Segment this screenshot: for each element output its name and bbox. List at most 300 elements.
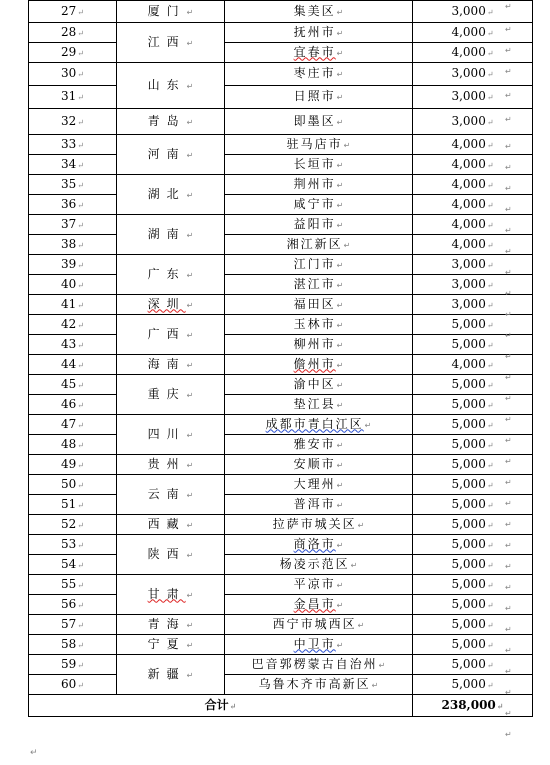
amount-cell: 4,000↵ — [413, 175, 533, 195]
city-cell: 渝中区↵ — [225, 375, 413, 395]
paragraph-mark-icon: ↵ — [486, 500, 494, 510]
table-row — [29, 495, 533, 515]
row-end-mark-icon: ↵ — [505, 205, 512, 214]
province-cell: 青海↵ — [117, 615, 225, 635]
table-row — [29, 535, 533, 555]
paragraph-mark-icon: ↵ — [77, 180, 84, 190]
paragraph-mark-icon: ↵ — [77, 28, 84, 38]
paragraph-mark-icon: ↵ — [343, 140, 351, 150]
amount-cell: 5,000↵ — [413, 375, 533, 395]
paragraph-mark-icon: ↵ — [77, 520, 84, 530]
paragraph-mark-icon: ↵ — [336, 320, 344, 330]
amount-cell: 3,000↵ — [413, 63, 533, 86]
row-end-mark-icon: ↵ — [505, 583, 512, 592]
city-cell: 江门市↵ — [225, 255, 413, 275]
paragraph-mark-icon: ↵ — [486, 70, 494, 79]
amount-cell: 4,000↵ — [413, 215, 533, 235]
row-number: 43↵ — [29, 335, 117, 355]
row-number: 57↵ — [29, 615, 117, 635]
row-number: 41↵ — [29, 295, 117, 315]
row-number: 42↵ — [29, 315, 117, 335]
paragraph-mark-icon: ↵ — [486, 360, 494, 370]
amount-cell: 3,000↵ — [413, 109, 533, 135]
amount-cell: 5,000↵ — [413, 515, 533, 535]
row-end-mark-icon: ↵ — [505, 226, 512, 235]
row-end-mark-icon: ↵ — [505, 520, 512, 529]
city-cell: 荆州市↵ — [225, 175, 413, 195]
amount-cell: 4,000↵ — [413, 195, 533, 215]
row-number: 48↵ — [29, 435, 117, 455]
paragraph-mark-icon: ↵ — [77, 300, 84, 310]
amount-cell: 3,000↵ — [413, 255, 533, 275]
amount-cell: 4,000↵ — [413, 155, 533, 175]
paragraph-mark-icon: ↵ — [486, 600, 494, 610]
paragraph-mark-icon: ↵ — [486, 28, 494, 38]
paragraph-mark-icon: ↵ — [486, 117, 494, 127]
row-number: 40↵ — [29, 275, 117, 295]
table-row — [29, 1, 533, 23]
paragraph-mark-icon: ↵ — [77, 640, 84, 650]
row-end-mark-icon: ↵ — [505, 331, 512, 340]
row-number: 37↵ — [29, 215, 117, 235]
paragraph-mark-icon: ↵ — [186, 620, 194, 630]
paragraph-mark-icon: ↵ — [186, 190, 194, 200]
paragraph-mark-icon: ↵ — [357, 620, 365, 630]
province-cell: 重庆↵ — [117, 375, 225, 415]
row-end-mark-icon: ↵ — [505, 709, 512, 718]
table-row — [29, 615, 533, 635]
city-cell: 乌鲁木齐市高新区↵ — [225, 675, 413, 695]
paragraph-mark-icon: ↵ — [486, 580, 494, 590]
city-cell: 湛江市↵ — [225, 275, 413, 295]
row-end-mark-icon: ↵ — [505, 352, 512, 361]
row-end-mark-icon: ↵ — [505, 67, 512, 76]
paragraph-mark-icon: ↵ — [336, 93, 344, 102]
table-row — [29, 235, 533, 255]
city-cell: 巴音郭楞蒙古自治州↵ — [225, 655, 413, 675]
row-number: 31↵ — [29, 86, 117, 109]
row-number: 32↵ — [29, 109, 117, 135]
row-number: 52↵ — [29, 515, 117, 535]
paragraph-mark-icon: ↵ — [486, 340, 494, 350]
paragraph-mark-icon: ↵ — [336, 440, 344, 450]
amount-cell: 5,000↵ — [413, 475, 533, 495]
city-cell: 商洛市↵ — [225, 535, 413, 555]
table-row — [29, 655, 533, 675]
paragraph-mark-icon: ↵ — [336, 180, 344, 190]
row-end-mark-icon: ↵ — [505, 394, 512, 403]
amount-cell: 5,000↵ — [413, 575, 533, 595]
province-cell: 厦门↵ — [117, 1, 225, 23]
table-row — [29, 43, 533, 63]
table-row — [29, 109, 533, 135]
amount-cell: 3,000↵ — [413, 275, 533, 295]
paragraph-mark-icon: ↵ — [186, 360, 194, 370]
paragraph-mark-icon: ↵ — [336, 580, 344, 590]
paragraph-mark-icon: ↵ — [186, 460, 194, 470]
paragraph-mark-icon: ↵ — [186, 7, 194, 17]
paragraph-mark-icon: ↵ — [77, 620, 84, 630]
row-end-mark-icon: ↵ — [505, 163, 512, 172]
province-cell: 西藏↵ — [117, 515, 225, 535]
paragraph-mark-icon: ↵ — [186, 300, 194, 310]
paragraph-mark-icon: ↵ — [77, 340, 84, 350]
row-number: 50↵ — [29, 475, 117, 495]
province-cell: 深圳↵ — [117, 295, 225, 315]
paragraph-mark-icon: ↵ — [486, 140, 494, 150]
row-end-mark-icon: ↵ — [505, 688, 512, 697]
row-number: 29↵ — [29, 43, 117, 63]
paragraph-mark-icon: ↵ — [486, 540, 494, 550]
row-number: 36↵ — [29, 195, 117, 215]
paragraph-mark-icon: ↵ — [77, 220, 84, 230]
paragraph-mark-icon: ↵ — [186, 670, 194, 680]
paragraph-mark-icon: ↵ — [77, 48, 84, 58]
paragraph-mark-icon: ↵ — [486, 520, 494, 530]
paragraph-mark-icon: ↵ — [186, 640, 194, 650]
table-row — [29, 355, 533, 375]
amount-cell: 5,000↵ — [413, 635, 533, 655]
amount-cell: 3,000↵ — [413, 1, 533, 23]
paragraph-mark-icon: ↵ — [486, 48, 494, 58]
paragraph-mark-icon: ↵ — [357, 520, 365, 530]
paragraph-mark-icon: ↵ — [486, 240, 494, 250]
table-row — [29, 255, 533, 275]
table-row — [29, 86, 533, 109]
row-end-mark-icon: ↵ — [505, 646, 512, 655]
row-end-mark-icon: ↵ — [505, 436, 512, 445]
row-number: 35↵ — [29, 175, 117, 195]
table-row — [29, 175, 533, 195]
table-row — [29, 575, 533, 595]
row-number: 54↵ — [29, 555, 117, 575]
paragraph-mark-icon: ↵ — [486, 380, 494, 390]
row-end-mark-icon: ↵ — [505, 46, 512, 55]
city-cell: 雅安市↵ — [225, 435, 413, 455]
paragraph-mark-icon: ↵ — [378, 660, 386, 670]
table-row — [29, 515, 533, 535]
table-row — [29, 63, 533, 86]
amount-cell: 5,000↵ — [413, 455, 533, 475]
amount-cell: 5,000↵ — [413, 675, 533, 695]
row-end-mark-icon: ↵ — [505, 562, 512, 571]
table-row — [29, 23, 533, 43]
paragraph-mark-icon: ↵ — [336, 540, 344, 550]
city-cell: 普洱市↵ — [225, 495, 413, 515]
amount-cell: 5,000↵ — [413, 655, 533, 675]
paragraph-mark-icon: ↵ — [336, 200, 344, 210]
paragraph-mark-icon: ↵ — [186, 550, 194, 560]
paragraph-mark-icon: ↵ — [336, 400, 344, 410]
province-cell: 青岛↵ — [117, 109, 225, 135]
paragraph-mark-icon: ↵ — [336, 117, 344, 127]
paragraph-mark-icon: ↵ — [186, 590, 194, 600]
row-end-mark-icon: ↵ — [505, 667, 512, 676]
paragraph-mark-icon: ↵ — [336, 360, 344, 370]
table-row — [29, 415, 533, 435]
amount-cell: 5,000↵ — [413, 555, 533, 575]
amount-cell: 4,000↵ — [413, 235, 533, 255]
amount-cell: 3,000↵ — [413, 295, 533, 315]
row-end-mark-icon: ↵ — [505, 457, 512, 466]
paragraph-mark-icon: ↵ — [486, 400, 494, 410]
table-row — [29, 315, 533, 335]
paragraph-mark-icon: ↵ — [486, 420, 494, 430]
paragraph-mark-icon: ↵ — [186, 430, 194, 440]
amount-cell: 4,000↵ — [413, 135, 533, 155]
row-number: 45↵ — [29, 375, 117, 395]
paragraph-mark-icon: ↵ — [486, 260, 494, 270]
table-row — [29, 155, 533, 175]
table-row — [29, 295, 533, 315]
city-cell: 集美区↵ — [225, 1, 413, 23]
row-number: 59↵ — [29, 655, 117, 675]
row-number: 60↵ — [29, 675, 117, 695]
paragraph-mark-icon: ↵ — [336, 280, 344, 290]
paragraph-mark-icon: ↵ — [186, 490, 194, 500]
paragraph-mark-icon: ↵ — [186, 38, 194, 48]
paragraph-mark-icon: ↵ — [77, 70, 84, 79]
table-row — [29, 475, 533, 495]
city-cell: 杨凌示范区↵ — [225, 555, 413, 575]
row-number: 44↵ — [29, 355, 117, 375]
paragraph-mark-icon: ↵ — [336, 220, 344, 230]
paragraph-mark-icon: ↵ — [336, 70, 344, 79]
paragraph-mark-icon: ↵ — [371, 680, 379, 690]
row-number: 34↵ — [29, 155, 117, 175]
city-cell: 宜春市↵ — [225, 43, 413, 63]
paragraph-mark-icon: ↵ — [77, 360, 84, 370]
row-number: 56↵ — [29, 595, 117, 615]
allocation-table — [28, 0, 533, 717]
amount-cell: 4,000↵ — [413, 43, 533, 63]
row-end-mark-icon: ↵ — [505, 142, 512, 151]
amount-cell: 5,000↵ — [413, 335, 533, 355]
city-cell: 咸宁市↵ — [225, 195, 413, 215]
amount-cell: 5,000↵ — [413, 435, 533, 455]
paragraph-mark-icon: ↵ — [186, 330, 194, 340]
amount-cell: 5,000↵ — [413, 395, 533, 415]
table-row — [29, 455, 533, 475]
paragraph-mark-icon: ↵ — [486, 93, 494, 102]
row-end-mark-icon: ↵ — [505, 310, 512, 319]
paragraph-mark-icon: ↵ — [336, 480, 344, 490]
paragraph-mark-icon: ↵ — [486, 440, 494, 450]
paragraph-mark-icon: ↵ — [77, 660, 84, 670]
table-row — [29, 595, 533, 615]
amount-cell: 3,000↵ — [413, 86, 533, 109]
paragraph-mark-icon: ↵ — [77, 400, 84, 410]
table-row — [29, 215, 533, 235]
paragraph-mark-icon: ↵ — [186, 230, 194, 240]
table-row — [29, 195, 533, 215]
paragraph-mark-icon: ↵ — [350, 560, 358, 570]
city-cell: 金昌市↵ — [225, 595, 413, 615]
table-row — [29, 675, 533, 695]
city-cell: 枣庄市↵ — [225, 63, 413, 86]
row-number: 38↵ — [29, 235, 117, 255]
paragraph-mark-icon: ↵ — [336, 260, 344, 270]
row-end-mark-icon: ↵ — [505, 25, 512, 34]
province-cell: 广东↵ — [117, 255, 225, 295]
paragraph-mark-icon: ↵ — [364, 420, 372, 430]
row-end-mark-icon: ↵ — [505, 91, 512, 100]
row-end-mark-icon: ↵ — [505, 268, 512, 277]
table-row — [29, 335, 533, 355]
row-end-mark-icon: ↵ — [505, 289, 512, 298]
paragraph-mark-icon: ↵ — [486, 180, 494, 190]
table-row — [29, 555, 533, 575]
paragraph-mark-icon: ↵ — [336, 28, 344, 38]
paragraph-mark-icon: ↵ — [77, 260, 84, 270]
row-end-mark-icon: ↵ — [505, 184, 512, 193]
paragraph-mark-icon: ↵ — [336, 640, 344, 650]
paragraph-mark-icon: ↵ — [336, 7, 344, 17]
paragraph-mark-icon: ↵ — [186, 117, 194, 127]
row-number: 51↵ — [29, 495, 117, 515]
paragraph-mark-icon: ↵ — [486, 320, 494, 330]
paragraph-mark-icon: ↵ — [336, 48, 344, 58]
paragraph-mark-icon: ↵ — [336, 500, 344, 510]
paragraph-mark-icon: ↵ — [336, 460, 344, 470]
row-number: 47↵ — [29, 415, 117, 435]
city-cell: 长垣市↵ — [225, 155, 413, 175]
city-cell: 拉萨市城关区↵ — [225, 515, 413, 535]
paragraph-mark-icon: ↵ — [77, 540, 84, 550]
paragraph-mark-icon: ↵ — [77, 240, 84, 250]
row-end-mark-icon: ↵ — [505, 730, 512, 739]
amount-cell: 5,000↵ — [413, 495, 533, 515]
city-cell: 日照市↵ — [225, 86, 413, 109]
paragraph-mark-icon: ↵ — [336, 300, 344, 310]
row-number: 46↵ — [29, 395, 117, 415]
paragraph-mark-icon: ↵ — [77, 680, 84, 690]
province-cell: 湖南↵ — [117, 215, 225, 255]
row-end-mark-icon: ↵ — [505, 499, 512, 508]
paragraph-mark-icon: ↵ — [186, 81, 194, 91]
paragraph-mark-icon: ↵ — [77, 93, 84, 102]
paragraph-mark-icon: ↵ — [486, 680, 494, 690]
city-cell: 中卫市↵ — [225, 635, 413, 655]
total-row — [29, 695, 533, 717]
row-number: 53↵ — [29, 535, 117, 555]
paragraph-mark-icon: ↵ — [486, 280, 494, 290]
province-cell: 甘肃↵ — [117, 575, 225, 615]
table-row — [29, 635, 533, 655]
province-cell: 贵州↵ — [117, 455, 225, 475]
paragraph-mark-icon: ↵ — [77, 280, 84, 290]
city-cell: 益阳市↵ — [225, 215, 413, 235]
city-cell: 平凉市↵ — [225, 575, 413, 595]
province-cell: 河南↵ — [117, 135, 225, 175]
row-end-mark-icon: ↵ — [505, 625, 512, 634]
row-end-mark-icon: ↵ — [505, 478, 512, 487]
city-cell: 驻马店市↵ — [225, 135, 413, 155]
province-cell: 海南↵ — [117, 355, 225, 375]
paragraph-mark-icon: ↵ — [486, 620, 494, 630]
paragraph-mark-icon: ↵ — [77, 160, 84, 170]
paragraph-mark-icon: ↵ — [336, 600, 344, 610]
paragraph-mark-icon: ↵ — [186, 390, 194, 400]
paragraph-mark-icon: ↵ — [336, 380, 344, 390]
paragraph-mark-icon: ↵ — [486, 460, 494, 470]
paragraph-mark-icon: ↵ — [186, 150, 194, 160]
table-row — [29, 275, 533, 295]
province-cell: 四川↵ — [117, 415, 225, 455]
city-cell: 福田区↵ — [225, 295, 413, 315]
province-cell: 宁夏↵ — [117, 635, 225, 655]
paragraph-mark-icon: ↵ — [486, 300, 494, 310]
paragraph-mark-icon: ↵ — [77, 200, 84, 210]
paragraph-mark-icon: ↵ — [486, 480, 494, 490]
province-cell: 江西↵ — [117, 23, 225, 63]
paragraph-mark-icon: ↵ — [77, 380, 84, 390]
paragraph-mark-icon: ↵ — [336, 160, 344, 170]
paragraph-mark-icon: ↵ — [77, 600, 84, 610]
city-cell: 抚州市↵ — [225, 23, 413, 43]
city-cell: 垫江县↵ — [225, 395, 413, 415]
paragraph-mark-icon: ↵ — [77, 580, 84, 590]
row-number: 33↵ — [29, 135, 117, 155]
city-cell: 成都市青白江区↵ — [225, 415, 413, 435]
paragraph-mark-icon: ↵ — [486, 640, 494, 650]
city-cell: 湘江新区↵ — [225, 235, 413, 255]
paragraph-mark-icon: ↵ — [343, 240, 351, 250]
paragraph-mark-icon: ↵ — [496, 701, 504, 711]
city-cell: 大理州↵ — [225, 475, 413, 495]
amount-cell: 4,000↵ — [413, 355, 533, 375]
total-label: 合计↵ — [29, 695, 413, 717]
paragraph-mark-icon: ↵ — [486, 220, 494, 230]
paragraph-mark-icon: ↵ — [77, 440, 84, 450]
paragraph-mark-icon: ↵ — [77, 320, 84, 330]
row-number: 55↵ — [29, 575, 117, 595]
paragraph-mark-icon: ↵ — [77, 140, 84, 150]
amount-cell: 5,000↵ — [413, 595, 533, 615]
paragraph-mark-icon: ↵ — [229, 701, 237, 711]
paragraph-mark-icon: ↵ — [486, 200, 494, 210]
row-end-mark-icon: ↵ — [505, 115, 512, 124]
paragraph-mark-icon: ↵ — [186, 520, 194, 530]
paragraph-mark-icon: ↵ — [486, 7, 494, 17]
city-cell: 安顺市↵ — [225, 455, 413, 475]
table-row — [29, 375, 533, 395]
city-cell: 儋州市↵ — [225, 355, 413, 375]
amount-cell: 5,000↵ — [413, 535, 533, 555]
row-number: 39↵ — [29, 255, 117, 275]
paragraph-mark-icon: ↵ — [77, 7, 84, 17]
city-cell: 玉林市↵ — [225, 315, 413, 335]
row-number: 49↵ — [29, 455, 117, 475]
amount-cell: 5,000↵ — [413, 615, 533, 635]
paragraph-mark-icon: ↵ — [486, 160, 494, 170]
city-cell: 西宁市城西区↵ — [225, 615, 413, 635]
row-number: 58↵ — [29, 635, 117, 655]
province-cell: 陕西↵ — [117, 535, 225, 575]
amount-cell: 4,000↵ — [413, 23, 533, 43]
paragraph-mark-icon: ↵ — [336, 340, 344, 350]
city-cell: 即墨区↵ — [225, 109, 413, 135]
amount-cell: 5,000↵ — [413, 315, 533, 335]
table-row — [29, 435, 533, 455]
row-end-mark-icon: ↵ — [505, 247, 512, 256]
row-end-mark-icon: ↵ — [505, 541, 512, 550]
paragraph-mark-icon: ↵ — [77, 460, 84, 470]
row-number: 27↵ — [29, 1, 117, 23]
paragraph-mark-icon: ↵ — [77, 560, 84, 570]
paragraph-mark-icon: ↵ — [186, 270, 194, 280]
province-cell: 广西↵ — [117, 315, 225, 355]
